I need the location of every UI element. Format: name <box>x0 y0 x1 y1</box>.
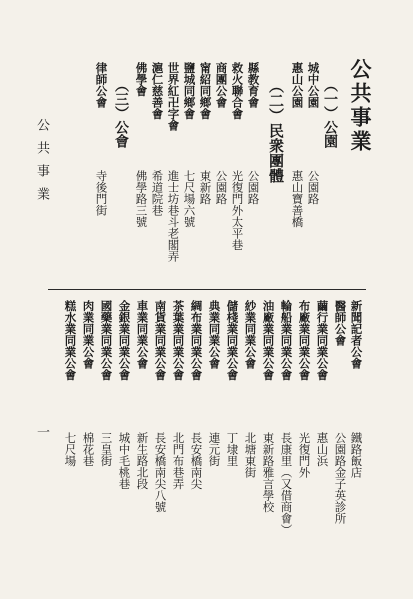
list-item-addr: 鐵路飯店 <box>349 432 364 478</box>
list-item-addr: 公園路 <box>246 170 261 205</box>
list-item-addr: 公園路金子英診所 <box>333 432 348 524</box>
list-item-name: 綢布業同業公會 <box>189 300 204 381</box>
list-item-name: 輪船業同業公會 <box>279 300 294 381</box>
list-item-name: 儲棧業同業公會 <box>225 300 240 381</box>
list-item-name: 甯紹同鄉會 <box>198 62 213 120</box>
list-item-name: 商團公會 <box>214 62 229 108</box>
section-heading-parks: （一）公園 <box>322 78 338 148</box>
list-item-addr: 惠山寶善橋 <box>290 170 305 228</box>
list-item-name: 典業同業公會 <box>207 300 222 369</box>
running-head: 公共事業 <box>34 118 49 210</box>
list-item-name: 肉業同業公會 <box>81 300 96 369</box>
list-item-addr: 三皇街 <box>99 432 114 467</box>
list-item-name: 佛學會 <box>134 62 149 97</box>
page-title: 公共事業 <box>348 58 373 154</box>
list-item-name: 鹽城同鄉會 <box>182 62 197 120</box>
list-item-addr: 長安橋南尖 <box>189 432 204 490</box>
list-item-addr: 新生路北段 <box>135 432 150 490</box>
list-item-name: 醫師公會 <box>333 300 348 346</box>
list-item-addr: 丁埭里 <box>225 432 240 467</box>
list-item-name: 縣教育會 <box>246 62 261 108</box>
list-item-name: 繭行業同業公會 <box>315 300 330 381</box>
list-item-addr: 七尺場六號 <box>182 170 197 228</box>
list-item-name: 國藥業同業公會 <box>99 300 114 381</box>
list-item-name: 律師公會 <box>94 62 109 108</box>
list-item-addr: 北塘東街 <box>243 432 258 478</box>
list-item-addr: 寺後門街 <box>94 170 109 216</box>
list-item-addr: 棉花巷 <box>81 432 96 467</box>
list-item-addr: 長康里（又借商會） <box>279 432 294 536</box>
list-item-addr: 惠山浜 <box>315 432 330 467</box>
list-item-addr: 進士坊巷斗老閣弄 <box>166 170 181 262</box>
list-item-name: 茶葉業同業公會 <box>171 300 186 381</box>
list-item-addr: 長安橋南尖八號 <box>153 432 168 513</box>
list-item-name: 南貨業同業公會 <box>153 300 168 381</box>
list-item-name: 世界紅卍字會 <box>166 62 181 131</box>
list-item-addr: 光復門外太平巷 <box>230 170 245 251</box>
list-item-addr: 希道院巷 <box>150 170 165 216</box>
list-item-addr: 公園路 <box>214 170 229 205</box>
list-item-name: 布廠業同業公會 <box>297 300 312 381</box>
list-item-addr: 城中毛桃巷 <box>117 432 132 490</box>
list-item-name: 救火聯合會 <box>230 62 245 120</box>
list-item-name: 城中公園 <box>306 62 321 108</box>
list-item-addr: 佛學路三號 <box>134 170 149 228</box>
list-item-addr: 連元街 <box>207 432 222 467</box>
list-item-name: 車業同業公會 <box>135 300 150 369</box>
list-item-addr: 東新路雅言學校 <box>261 432 276 513</box>
list-item-name: 滬仁慈善會 <box>150 62 165 120</box>
list-item-name: 油廠業同業公會 <box>261 300 276 381</box>
section-divider <box>48 289 366 290</box>
list-item-name: 金銀業同業公會 <box>117 300 132 381</box>
list-item-name: 惠山公園 <box>290 62 305 108</box>
list-item-addr: 七尺場 <box>63 432 78 467</box>
list-item-name: 新聞記者公會 <box>349 300 364 369</box>
list-item-addr: 公園路 <box>306 170 321 205</box>
list-item-name: 紗業同業公會 <box>243 300 258 369</box>
list-item-addr: 北門布巷弄 <box>171 432 186 490</box>
list-item-name: 糕水業同業公會 <box>63 300 78 381</box>
list-item-addr: 光復門外 <box>297 432 312 478</box>
section-heading-groups: （二）民衆團體 <box>267 78 285 183</box>
page-number: 一 <box>34 425 49 438</box>
list-item-addr: 東新路 <box>198 170 213 205</box>
section-heading-assoc: （三）公會 <box>113 78 129 148</box>
